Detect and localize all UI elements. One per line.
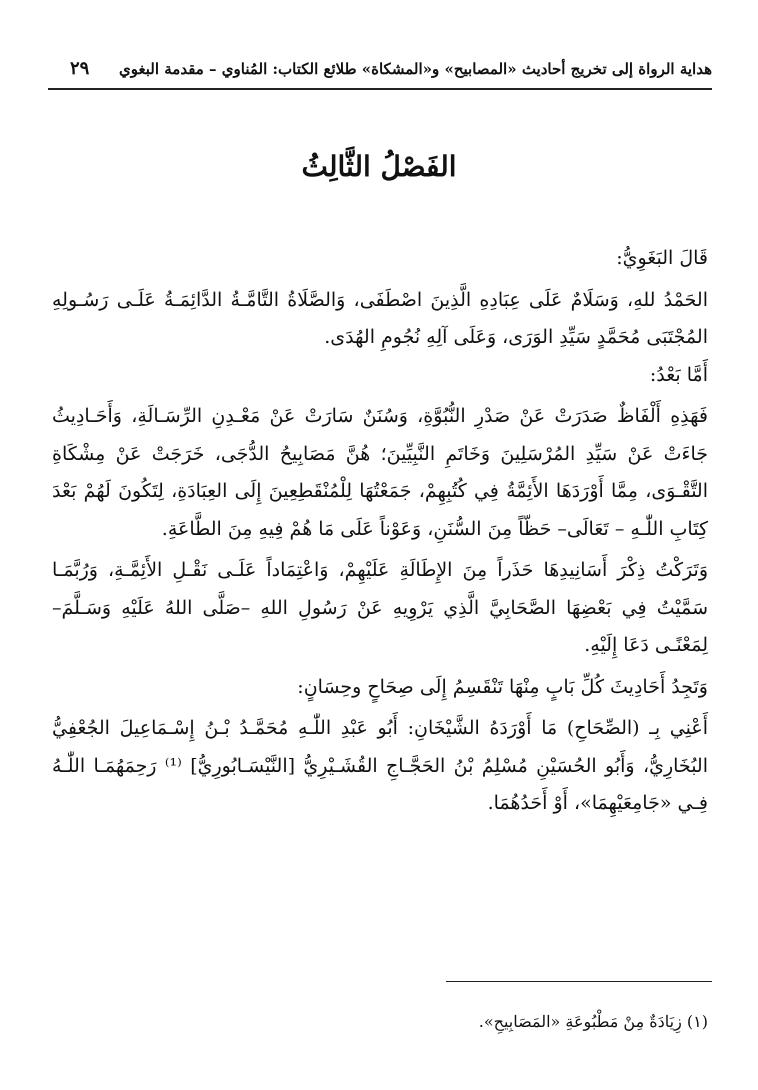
header-rule (48, 88, 712, 90)
paragraph-praise: الحَمْدُ للهِ، وَسَلَامٌ عَلَى عِبَادِهِ الَّذِينَ اصْطَفَى، وَالصَّلَاةُ التَّامَّـةُ الدَّائِمَـةُ عَلَـى رَسُـولِهِ المُجْتَبَى مُحَمَّدٍ سَيِّدِ الوَرَى، وَعَلَى آلِهِ نُجُومِ الهُدَى. (52, 288, 708, 348)
footnote: (١) زِيَادَةٌ مِنْ مَطْبُوعَةِ «المَصَابِيحِ». (478, 1012, 708, 1031)
body-text (52, 240, 708, 823)
paragraph-sahih: أَعْنِي بِـ (الصِّحَاحِ) مَا أَوْرَدَهُ الشَّيْخَانِ: أَبُو عَبْدِ اللّٰـهِ مُحَمَّـدُ بْـنُ إِسْـمَاعِيلَ الجُعْفِيُّ البُخَارِيُّ، وَأَبُو الحُسَيْنِ مُسْلِمُ بْنُ الحَجَّـاجِ القُشَـيْرِيُّ [النَّيْسَـابُورِيُّ] ⁽¹⁾ رَحِمَهُمَـا اللّٰـهُ فِـي «جَامِعَيْهِمَا»، أَوْ أَحَدُهُمَا. (52, 717, 709, 814)
paragraph-intro: قَالَ البَغَوِيُّ: (616, 247, 708, 269)
paragraph-description: فَهَذِهِ أَلْفَاظٌ صَدَرَتْ عَنْ صَدْرِ النُّبُوَّةِ، وَسُنَنٌ سَارَتْ عَنْ مَعْـدِنِ الرِّسَـالَةِ، وَأَحَـادِيثُ جَاءَتْ عَنْ سَيِّدِ المُرْسَلِينَ وَخَاتَمِ النَّبِيِّينَ؛ هُنَّ مَصَابِيحُ الدُّجَى، خَرَجَتْ عَنْ مِشْكَاةِ التَّقْـوَى، مِمَّا أَوْرَدَهَا الأَئِمَّةُ فِي كُتُبِهِمْ، جَمَعْتُهَا لِلْمُنْقَطِعِينَ إِلَى العِبَادَةِ، لِتَكُونَ لَهُمْ بَعْدَ كِتَابِ اللّٰـهِ – تَعَالَى– حَظّاً مِنَ السُّنَنِ، وَعَوْناً عَلَى مَا هُمْ فِيهِ مِنَ الطَّاعَةِ. (52, 405, 708, 540)
paragraph-division: وَتَجِدُ أَحَادِيثَ كُلِّ بَابٍ مِنْهَا تَنْقَسِمُ إِلَى صِحَاحٍ وحِسَانٍ: (297, 675, 708, 698)
paragraph-isnad: وَتَرَكْتُ ذِكْرَ أَسَانِيدِهَا حَذَراً مِنَ الإِطَالَةِ عَلَيْهِمْ، وَاعْتِمَاداً عَلَـى نَقْـلِ الأَئِمَّـةِ، وَرُبَّمَـا سَمَّيْتُ فِي بَعْضِهَا الصَّحَابِيَّ الَّذِي يَرْوِيهِ عَنْ رَسُولِ اللهِ –صَلَّى اللهُ عَلَيْهِ وَسَـلَّمَ– لِمَعْنًـى دَعَا إِلَيْهِ. (52, 559, 708, 656)
chapter-title: الفَصْلُ الثَّالِثُ (301, 150, 457, 183)
running-header (48, 52, 712, 86)
footnote-rule (446, 981, 712, 982)
page-number: ٢٩ (70, 58, 90, 79)
paragraph-amma-baad: أَمَّا بَعْدُ: (649, 363, 708, 386)
running-title: هداية الرواة إلى تخريج أحاديث «المصابيح» و«المشكاة» طلائع الكتاب: المُناوي – مقدمة البغوي (119, 60, 712, 78)
